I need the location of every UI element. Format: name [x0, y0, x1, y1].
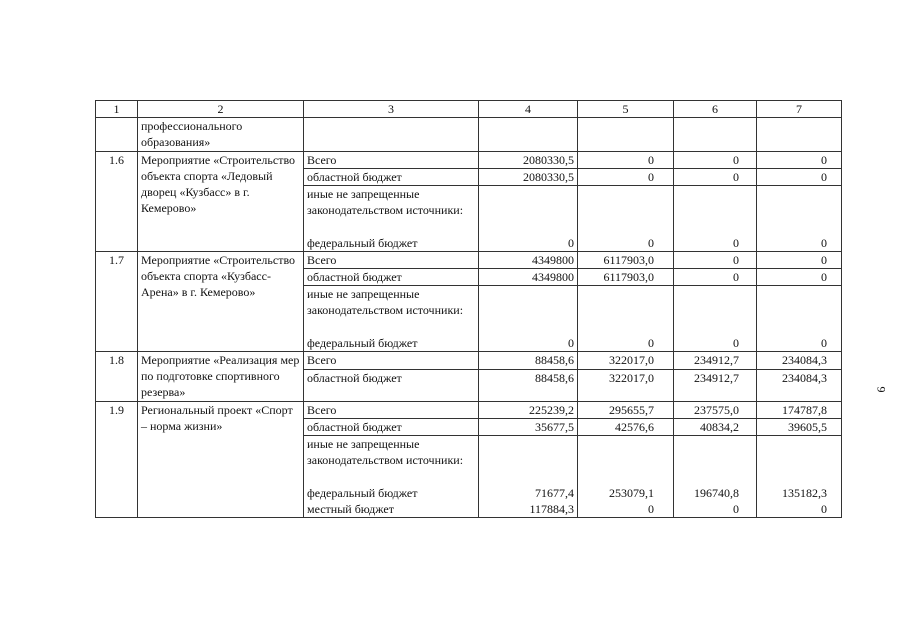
header-row [96, 101, 842, 118]
value-cell: 234912,7 [674, 369, 757, 401]
header-cell: 5 [578, 101, 674, 118]
value-cell: 174787,8 [757, 401, 842, 418]
value-cell: 0 [757, 168, 842, 185]
value-cell: 39605,5 [757, 418, 842, 435]
value-cell: 4349800 [479, 251, 578, 268]
value-cell [674, 118, 757, 151]
financing-table [95, 100, 842, 518]
source-cell: областной бюджет [304, 418, 479, 435]
value-cell: 234912,7 [674, 352, 757, 370]
header-cell: 6 [674, 101, 757, 118]
value-cell: 0 [674, 286, 757, 352]
value-cell: 0 [757, 151, 842, 168]
value-cell: 0 [757, 269, 842, 286]
value-cell: 234084,3 [757, 369, 842, 401]
row-name: Мероприятие «Строительство объекта спорта «Ледовый дворец «Кузбасс» в г. Кемерово» [138, 151, 304, 251]
source-cell: областной бюджет [304, 369, 479, 401]
table-row [96, 151, 842, 168]
row-name: профессионального образования» [138, 118, 304, 151]
value-cell: 88458,6 [479, 352, 578, 370]
value-cell: 6117903,0 [578, 251, 674, 268]
table-row [96, 251, 842, 268]
value-cell: 0 [578, 186, 674, 252]
page-number: 9 [874, 386, 889, 393]
value-cell: 2080330,5 [479, 151, 578, 168]
value-cell: 0 [674, 168, 757, 185]
value-cell [578, 118, 674, 151]
value-cell: 0 [578, 286, 674, 352]
value-cell: 0 [674, 269, 757, 286]
value-cell: 0 [479, 186, 578, 252]
source-cell: Всего [304, 401, 479, 418]
value-cell: 35677,5 [479, 418, 578, 435]
value-cell [479, 118, 578, 151]
table-row [96, 352, 842, 370]
value-cell: 88458,6 [479, 369, 578, 401]
row-number: 1.6 [96, 151, 138, 251]
source-cell: иные не запрещенные законодательством источники: федеральный бюджет [304, 286, 479, 352]
value-cell: 2080330,5 [479, 168, 578, 185]
source-cell: Всего [304, 151, 479, 168]
value-cell: 42576,6 [578, 418, 674, 435]
row-number: 1.7 [96, 251, 138, 351]
value-cell: 295655,7 [578, 401, 674, 418]
source-cell [304, 118, 479, 151]
value-cell: 0 [479, 286, 578, 352]
value-cell: 196740,8 0 [674, 436, 757, 518]
value-cell: 6117903,0 [578, 269, 674, 286]
row-number: 1.9 [96, 401, 138, 517]
table-row [96, 401, 842, 418]
value-cell [757, 118, 842, 151]
row-number: 1.8 [96, 352, 138, 402]
header-cell: 1 [96, 101, 138, 118]
value-cell: 225239,2 [479, 401, 578, 418]
header-cell: 3 [304, 101, 479, 118]
row-name: Региональный проект «Спорт – норма жизни» [138, 401, 304, 517]
value-cell: 234084,3 [757, 352, 842, 370]
value-cell: 71677,4 117884,3 [479, 436, 578, 518]
value-cell: 0 [757, 251, 842, 268]
value-cell: 0 [578, 168, 674, 185]
value-cell: 0 [757, 186, 842, 252]
source-cell: иные не запрещенные законодательством источники: федеральный бюджет [304, 186, 479, 252]
source-cell: областной бюджет [304, 168, 479, 185]
row-name: Мероприятие «Строительство объекта спорта «Кузбасс-Арена» в г. Кемерово» [138, 251, 304, 351]
header-cell: 2 [138, 101, 304, 118]
header-cell: 7 [757, 101, 842, 118]
value-cell: 0 [674, 186, 757, 252]
row-number [96, 118, 138, 151]
source-cell: Всего [304, 352, 479, 370]
source-cell: иные не запрещенные законодательством источники: федеральный бюджет местный бюджет [304, 436, 479, 518]
source-cell: областной бюджет [304, 269, 479, 286]
source-cell: Всего [304, 251, 479, 268]
value-cell: 322017,0 [578, 352, 674, 370]
value-cell: 253079,1 0 [578, 436, 674, 518]
value-cell: 135182,3 0 [757, 436, 842, 518]
row-name: Мероприятие «Реализация мер по подготовке спортивного резерва» [138, 352, 304, 402]
table-row [96, 118, 842, 151]
value-cell: 0 [674, 251, 757, 268]
value-cell: 322017,0 [578, 369, 674, 401]
value-cell: 40834,2 [674, 418, 757, 435]
header-cell: 4 [479, 101, 578, 118]
value-cell: 4349800 [479, 269, 578, 286]
value-cell: 0 [674, 151, 757, 168]
value-cell: 0 [578, 151, 674, 168]
value-cell: 0 [757, 286, 842, 352]
value-cell: 237575,0 [674, 401, 757, 418]
